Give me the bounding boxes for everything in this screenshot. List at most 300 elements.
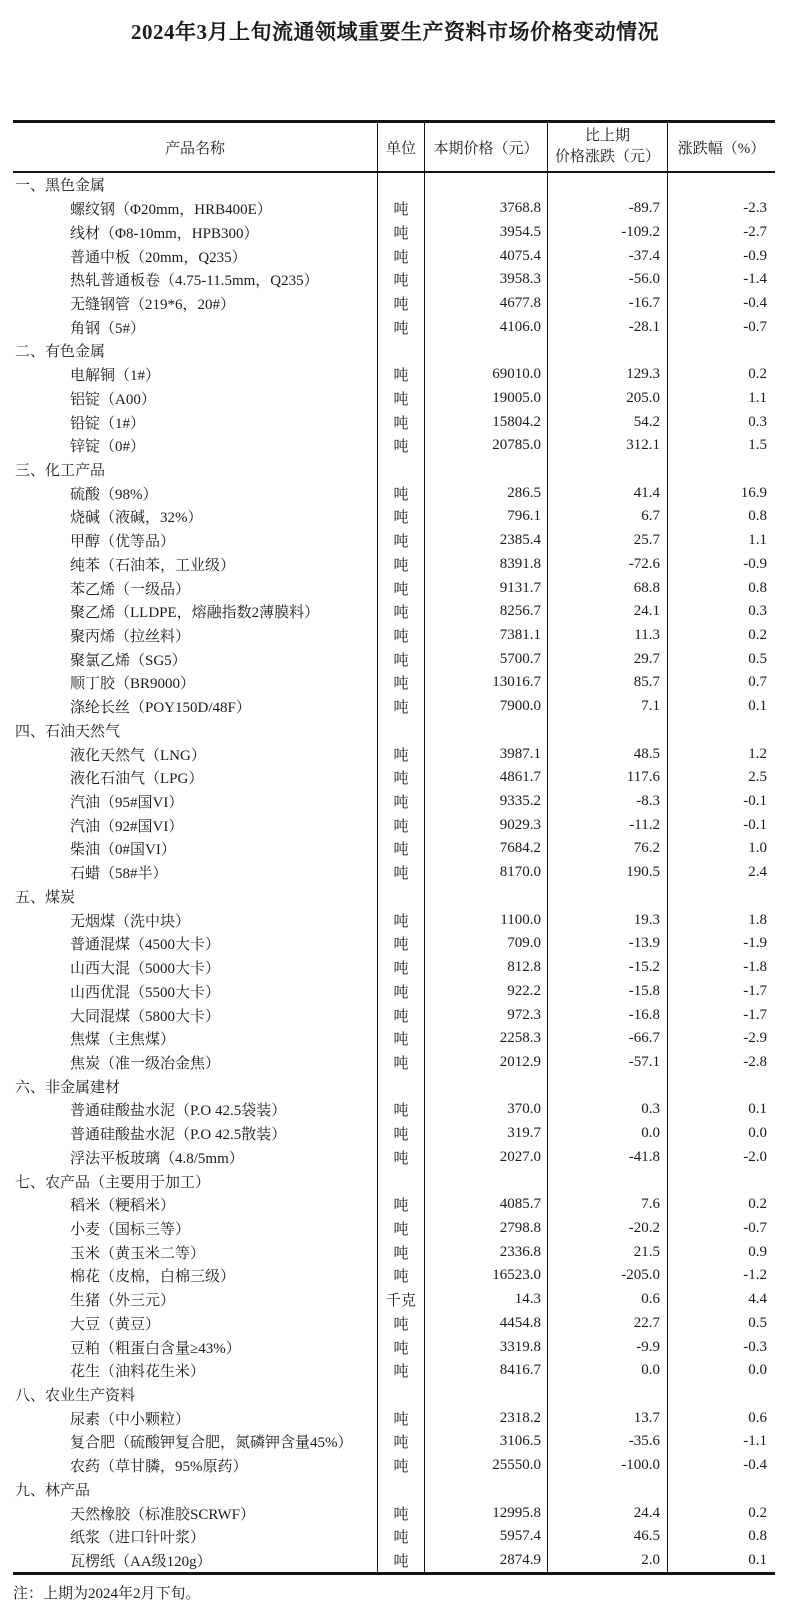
product-name-cell-text: 三、化工产品 [15, 462, 106, 479]
product-row [13, 1145, 775, 1169]
unit-cell-text: 吨 [393, 652, 409, 669]
change-cell [547, 244, 667, 268]
unit-cell-text: 吨 [393, 1506, 409, 1523]
product-name-cell [13, 837, 377, 861]
product-row [13, 1288, 775, 1312]
unit-cell [377, 837, 424, 861]
change-cell-text: 48.5 [633, 745, 660, 762]
unit-cell [377, 908, 424, 932]
pct-cell [667, 861, 775, 885]
change-cell-text: 13.7 [633, 1409, 660, 1426]
product-row [13, 1454, 775, 1478]
unit-cell-text: 吨 [393, 1221, 409, 1238]
price-cell-text: 709.0 [507, 935, 541, 952]
change-cell [547, 197, 667, 221]
change-cell [547, 315, 667, 339]
product-name-cell-text: 复合肥（硫酸钾复合肥，氮磷钾含量45%） [70, 1435, 353, 1452]
product-name-cell-text: 花生（油料花生米） [70, 1364, 206, 1381]
price-cell [424, 624, 547, 648]
product-row [13, 1430, 775, 1454]
change-cell [547, 1525, 667, 1549]
change-cell-text: -13.9 [628, 935, 660, 952]
change-cell [547, 1549, 667, 1573]
unit-cell [377, 885, 424, 909]
change-cell-text: 22.7 [633, 1314, 660, 1331]
unit-cell [377, 979, 424, 1003]
change-cell-text: 76.2 [633, 840, 660, 857]
price-cell-text: 3768.8 [499, 200, 541, 217]
price-table [13, 120, 775, 1575]
product-name-cell-text: 焦煤（主焦煤） [70, 1032, 176, 1049]
product-row [13, 1549, 775, 1573]
price-cell-text: 2874.9 [499, 1552, 541, 1569]
pct-cell-text: 0.8 [748, 1528, 767, 1545]
product-name-cell [13, 315, 377, 339]
unit-cell-text: 吨 [393, 439, 409, 456]
product-row [13, 410, 775, 434]
product-name-cell [13, 292, 377, 316]
product-name-cell [13, 1027, 377, 1051]
pct-cell-text: -0.3 [743, 1338, 767, 1355]
price-cell-text: 14.3 [514, 1291, 541, 1308]
price-cell [424, 1122, 547, 1146]
price-cell-text: 2258.3 [499, 1030, 541, 1047]
product-name-cell-text: 九、林产品 [15, 1482, 91, 1499]
change-cell [547, 813, 667, 837]
pct-cell-text: 1.5 [748, 437, 767, 454]
change-cell [547, 1359, 667, 1383]
product-row [13, 1217, 775, 1241]
product-row [13, 505, 775, 529]
change-cell [547, 1264, 667, 1288]
unit-cell [377, 861, 424, 885]
price-cell-text: 20785.0 [492, 437, 541, 454]
product-name-cell-text: 涤纶长丝（POY150D/48F） [70, 700, 251, 717]
pct-cell-text: -0.7 [743, 318, 767, 335]
unit-cell-text: 吨 [393, 1530, 409, 1547]
product-name-cell [13, 1312, 377, 1336]
header-current-price: 本期价格（元） [424, 123, 547, 171]
change-cell [547, 529, 667, 553]
price-cell [424, 386, 547, 410]
unit-cell [377, 576, 424, 600]
price-cell-text: 8256.7 [499, 603, 541, 620]
unit-cell [377, 766, 424, 790]
unit-cell-text: 吨 [393, 1411, 409, 1428]
pct-cell [667, 386, 775, 410]
table-body [13, 173, 775, 1572]
product-name-cell-text: 石蜡（58#半） [70, 866, 168, 883]
unit-cell [377, 505, 424, 529]
price-cell [424, 220, 547, 244]
product-row [13, 315, 775, 339]
unit-cell-text: 吨 [393, 1008, 409, 1025]
product-row [13, 1027, 775, 1051]
unit-cell [377, 529, 424, 553]
pct-cell-text: -0.1 [743, 816, 767, 833]
change-cell-text: -28.1 [628, 318, 660, 335]
product-name-cell-text: 普通混煤（4500大卡） [70, 937, 221, 954]
unit-cell [377, 315, 424, 339]
pct-cell [667, 505, 775, 529]
change-cell-text: -15.2 [628, 959, 660, 976]
unit-cell-text: 吨 [393, 1032, 409, 1049]
pct-cell [667, 1264, 775, 1288]
pct-cell [667, 908, 775, 932]
unit-cell-text: 吨 [393, 1269, 409, 1286]
product-name-cell-text: 玉米（黄玉米二等） [70, 1245, 206, 1262]
product-row [13, 861, 775, 885]
product-name-cell-text: 山西优混（5500大卡） [70, 984, 221, 1001]
change-cell-text: 25.7 [633, 532, 660, 549]
pct-cell [667, 1193, 775, 1217]
pct-cell [667, 315, 775, 339]
unit-cell-text: 吨 [393, 1340, 409, 1357]
price-cell-text: 9335.2 [499, 793, 541, 810]
pct-cell [667, 553, 775, 577]
pct-cell [667, 1051, 775, 1075]
price-cell [424, 813, 547, 837]
pct-cell-text: -0.4 [743, 294, 767, 311]
price-cell-text: 4677.8 [499, 294, 541, 311]
unit-cell [377, 363, 424, 387]
product-name-cell-text: 生猪（外三元） [70, 1293, 176, 1310]
unit-cell [377, 742, 424, 766]
product-name-cell [13, 363, 377, 387]
product-name-cell [13, 1193, 377, 1217]
pct-cell [667, 1240, 775, 1264]
unit-cell [377, 458, 424, 482]
unit-cell [377, 1169, 424, 1193]
price-cell-text: 7900.0 [499, 698, 541, 715]
product-name-cell [13, 719, 377, 743]
unit-cell [377, 1383, 424, 1407]
pct-cell [667, 1501, 775, 1525]
price-cell-text: 13016.7 [492, 674, 541, 691]
pct-cell-text: 0.8 [748, 508, 767, 525]
price-cell-text: 9029.3 [499, 816, 541, 833]
product-name-cell [13, 790, 377, 814]
product-name-cell-text: 稻米（粳稻米） [70, 1198, 176, 1215]
product-name-cell [13, 1406, 377, 1430]
product-row [13, 553, 775, 577]
pct-cell [667, 813, 775, 837]
unit-cell-text: 吨 [393, 984, 409, 1001]
pct-cell-text: 4.4 [748, 1291, 767, 1308]
unit-cell [377, 932, 424, 956]
unit-cell [377, 624, 424, 648]
unit-cell [377, 1193, 424, 1217]
change-cell-text: 117.6 [626, 769, 660, 786]
product-row [13, 1359, 775, 1383]
section-row [13, 1383, 775, 1407]
change-cell [547, 505, 667, 529]
pct-cell-text: -2.8 [743, 1053, 767, 1070]
unit-cell [377, 1074, 424, 1098]
unit-cell [377, 1240, 424, 1264]
pct-cell-text: -0.4 [743, 1457, 767, 1474]
unit-cell-text: 吨 [393, 415, 409, 432]
price-cell [424, 1383, 547, 1407]
section-row [13, 173, 775, 197]
price-cell-text: 9131.7 [499, 579, 541, 596]
price-cell [424, 1240, 547, 1264]
product-name-cell-text: 浮法平板玻璃（4.8/5mm） [70, 1150, 244, 1167]
product-name-cell [13, 339, 377, 363]
unit-cell [377, 1359, 424, 1383]
product-row [13, 813, 775, 837]
pct-cell [667, 1549, 775, 1573]
unit-cell-text: 吨 [393, 510, 409, 527]
unit-cell [377, 790, 424, 814]
change-cell-text: -109.2 [621, 223, 660, 240]
product-name-cell [13, 647, 377, 671]
change-cell-text: -100.0 [621, 1457, 660, 1474]
price-cell-text: 3958.3 [499, 271, 541, 288]
price-cell [424, 766, 547, 790]
unit-cell [377, 1027, 424, 1051]
product-row [13, 434, 775, 458]
pct-cell [667, 268, 775, 292]
unit-cell-text: 吨 [393, 296, 409, 313]
product-row [13, 363, 775, 387]
product-row [13, 386, 775, 410]
product-row [13, 197, 775, 221]
change-cell [547, 576, 667, 600]
price-cell [424, 1430, 547, 1454]
unit-cell [377, 481, 424, 505]
price-cell-text: 2318.2 [499, 1409, 541, 1426]
change-cell-text: 129.3 [626, 366, 660, 383]
price-cell [424, 1145, 547, 1169]
change-cell-text: -205.0 [621, 1267, 660, 1284]
product-name-cell [13, 1145, 377, 1169]
unit-cell-text: 吨 [393, 629, 409, 646]
price-cell [424, 1217, 547, 1241]
unit-cell-text: 吨 [393, 1198, 409, 1215]
change-cell-text: 7.6 [641, 1196, 660, 1213]
price-cell-text: 370.0 [507, 1101, 541, 1118]
unit-cell-text: 吨 [393, 1554, 409, 1571]
change-cell-text: -41.8 [628, 1148, 660, 1165]
unit-cell-text: 吨 [393, 391, 409, 408]
unit-cell [377, 600, 424, 624]
product-row [13, 1406, 775, 1430]
product-name-cell [13, 600, 377, 624]
product-row [13, 600, 775, 624]
product-name-cell-text: 小麦（国标三等） [70, 1221, 191, 1238]
pct-cell [667, 671, 775, 695]
product-name-cell [13, 671, 377, 695]
change-cell-text: 7.1 [641, 698, 660, 715]
pct-cell [667, 173, 775, 197]
price-cell [424, 1288, 547, 1312]
change-cell [547, 553, 667, 577]
price-cell-text: 922.2 [507, 982, 541, 999]
price-cell [424, 315, 547, 339]
product-row [13, 1525, 775, 1549]
section-row [13, 339, 775, 363]
pct-cell [667, 647, 775, 671]
pct-cell [667, 766, 775, 790]
pct-cell [667, 1430, 775, 1454]
change-cell-text: -16.7 [628, 294, 660, 311]
unit-cell [377, 1051, 424, 1075]
product-name-cell-text: 甲醇（优等品） [70, 534, 176, 551]
unit-cell [377, 339, 424, 363]
product-name-cell [13, 1549, 377, 1573]
change-cell [547, 1193, 667, 1217]
unit-cell-text: 吨 [393, 937, 409, 954]
product-name-cell [13, 1525, 377, 1549]
price-cell [424, 576, 547, 600]
pct-cell [667, 695, 775, 719]
product-name-cell [13, 1074, 377, 1098]
price-cell-text: 8170.0 [499, 864, 541, 881]
pct-cell [667, 956, 775, 980]
change-cell-text: 24.4 [633, 1504, 660, 1521]
price-cell-text: 7684.2 [499, 840, 541, 857]
product-name-cell-text: 纸浆（进口针叶浆） [70, 1530, 206, 1547]
product-name-cell [13, 979, 377, 1003]
change-cell-text: 29.7 [633, 650, 660, 667]
unit-cell-text: 吨 [393, 747, 409, 764]
pct-cell-text: 1.8 [748, 911, 767, 928]
change-cell-text: 11.3 [634, 627, 660, 644]
change-cell [547, 1383, 667, 1407]
change-cell [547, 861, 667, 885]
change-cell [547, 1169, 667, 1193]
pct-cell-text: -2.7 [743, 223, 767, 240]
change-cell [547, 1312, 667, 1336]
change-cell [547, 932, 667, 956]
pct-cell [667, 1098, 775, 1122]
unit-cell-text: 吨 [393, 225, 409, 242]
unit-cell-text: 吨 [393, 795, 409, 812]
product-name-cell [13, 1383, 377, 1407]
unit-cell-text: 吨 [393, 486, 409, 503]
pct-cell [667, 197, 775, 221]
pct-cell-text: -1.4 [743, 271, 767, 288]
pct-cell-text: 1.1 [748, 389, 767, 406]
price-cell [424, 885, 547, 909]
change-cell [547, 410, 667, 434]
unit-cell [377, 956, 424, 980]
unit-cell-text: 吨 [393, 534, 409, 551]
product-row [13, 695, 775, 719]
product-name-cell-text: 锌锭（0#） [70, 439, 146, 456]
price-cell-text: 3319.8 [499, 1338, 541, 1355]
pct-cell-text: -2.0 [743, 1148, 767, 1165]
price-cell [424, 1501, 547, 1525]
product-row [13, 979, 775, 1003]
product-name-cell [13, 932, 377, 956]
product-name-cell [13, 1240, 377, 1264]
change-cell-text: 190.5 [626, 864, 660, 881]
section-row [13, 458, 775, 482]
unit-cell-text: 吨 [393, 368, 409, 385]
price-cell-text: 3987.1 [499, 745, 541, 762]
change-cell-text: -8.3 [636, 793, 660, 810]
product-name-cell [13, 1430, 377, 1454]
pct-cell-text: 0.8 [748, 579, 767, 596]
price-cell [424, 1549, 547, 1573]
change-cell [547, 339, 667, 363]
price-cell-text: 4861.7 [499, 769, 541, 786]
change-cell-text: 46.5 [633, 1528, 660, 1545]
product-row [13, 268, 775, 292]
unit-cell [377, 813, 424, 837]
change-cell-text: 24.1 [633, 603, 660, 620]
change-cell [547, 1217, 667, 1241]
product-name-cell [13, 1478, 377, 1502]
pct-cell [667, 1525, 775, 1549]
price-cell [424, 529, 547, 553]
change-cell [547, 220, 667, 244]
change-cell-text: 0.6 [641, 1291, 660, 1308]
product-name-cell-text: 液化天然气（LNG） [70, 747, 206, 764]
price-cell [424, 1335, 547, 1359]
product-name-cell [13, 1501, 377, 1525]
pct-cell [667, 363, 775, 387]
price-cell [424, 458, 547, 482]
unit-cell [377, 695, 424, 719]
pct-cell [667, 600, 775, 624]
pct-cell-text: 0.9 [748, 1243, 767, 1260]
pct-cell-text: 0.2 [748, 627, 767, 644]
product-name-cell [13, 458, 377, 482]
change-cell [547, 434, 667, 458]
pct-cell [667, 1145, 775, 1169]
change-cell-text: 0.0 [641, 1362, 660, 1379]
price-cell [424, 695, 547, 719]
pct-cell-text: -0.9 [743, 555, 767, 572]
product-name-cell-text: 螺纹钢（Φ20mm，HRB400E） [70, 202, 272, 219]
change-cell-text: 68.8 [633, 579, 660, 596]
product-name-cell [13, 1217, 377, 1241]
change-cell-text: 54.2 [633, 413, 660, 430]
price-cell [424, 790, 547, 814]
pct-cell-text: 1.1 [748, 532, 767, 549]
product-row [13, 790, 775, 814]
product-row [13, 624, 775, 648]
price-cell [424, 292, 547, 316]
pct-cell-text: 0.5 [748, 1314, 767, 1331]
pct-cell [667, 1217, 775, 1241]
product-name-cell-text: 大豆（黄豆） [70, 1316, 161, 1333]
footnote: 注：上期为2024年2月下旬。 [13, 1586, 201, 1602]
product-name-cell-text: 无烟煤（洗中块） [70, 913, 191, 930]
pct-cell-text: -2.3 [743, 200, 767, 217]
product-row [13, 1122, 775, 1146]
pct-cell [667, 1074, 775, 1098]
pct-cell [667, 837, 775, 861]
price-cell-text: 972.3 [507, 1006, 541, 1023]
unit-cell [377, 220, 424, 244]
change-cell [547, 1478, 667, 1502]
price-cell-text: 3954.5 [499, 223, 541, 240]
price-cell-text: 7381.1 [499, 627, 541, 644]
unit-cell-text: 千克 [385, 1293, 416, 1310]
pct-cell [667, 529, 775, 553]
price-cell-text: 319.7 [507, 1125, 541, 1142]
change-cell-text: 6.7 [641, 508, 660, 525]
product-name-cell [13, 624, 377, 648]
pct-cell [667, 1027, 775, 1051]
product-row [13, 1193, 775, 1217]
pct-cell-text: 1.0 [748, 840, 767, 857]
price-cell [424, 434, 547, 458]
